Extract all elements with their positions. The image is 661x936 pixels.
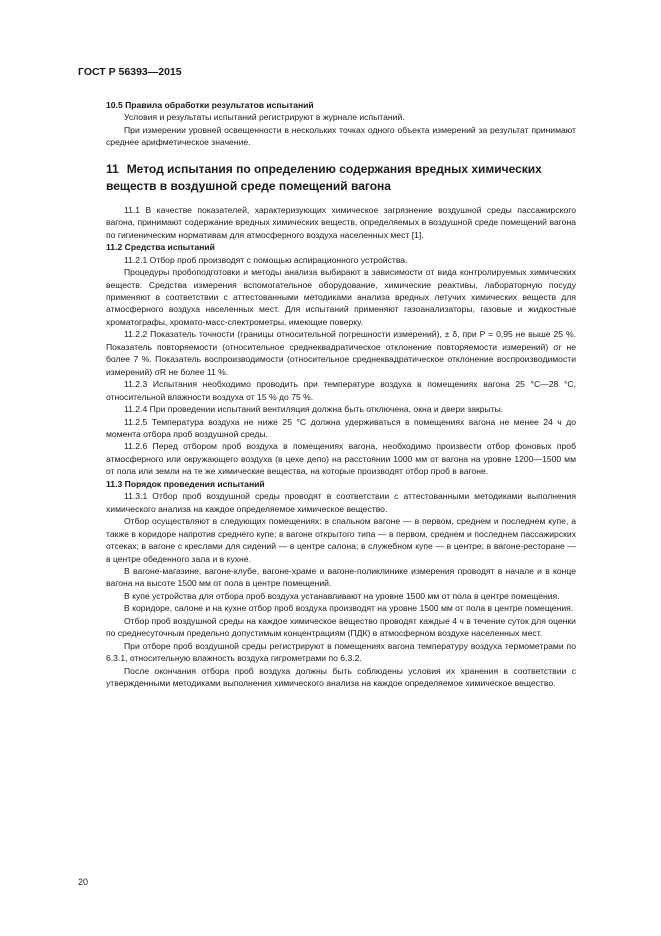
section-11-3-heading: 11.3 Порядок проведения испытаний <box>106 478 265 489</box>
paragraph: Условия и результаты испытаний регистрируют в журнале испытаний. <box>124 112 405 123</box>
section-11-2-heading: 11.2 Средства испытаний <box>106 242 215 253</box>
paragraph-11-2-5: 11.2.5 Температура воздуха не ниже 25 °С должна удерживаться в помещениях вагона не менее 24 ч до момента отбора проб воздушной среды. <box>106 416 576 439</box>
paragraph: При измерении уровней освещенности в нескольких точках одного объекта измерений за результат принимают среднее арифметическое значение. <box>106 124 576 148</box>
section-11-title: Метод испытания по определению содержания вредных химических веществ в воздушной среде помещений вагона <box>106 161 542 193</box>
section-10-5-heading: 10.5 Правила обработки результатов испытаний <box>106 100 314 110</box>
paragraph-11-1: 11.1 В качестве показателей, характеризующих химическое загрязнение воздушной среды пассажирского вагона, принимают содержание вредных химических веществ, определяемых в воздушной среде помещений вагона по гигиеническим нормативам для атмосферного воздуха населенных мест [1]. <box>106 204 576 240</box>
paragraph-11-2-1: 11.2.1 Отбор проб производят с помощью аспирационного устройства. <box>124 254 408 265</box>
paragraph: В коридоре, салоне и на кухне отбор проб воздуха производят на уровне 1500 мм от пола в центре помещения. <box>124 603 574 614</box>
paragraph-11-3-1: 11.3.1 Отбор проб воздушной среды проводят в соответствии с аттестованными методиками выполнения химического анализа на каждое определяемое химическое вещество. <box>106 491 576 514</box>
document-body <box>106 99 576 689</box>
paragraph: Отбор осуществляют в следующих помещениях: в спальном вагоне — в первом, среднем и последнем купе, а также в коридоре напротив среднего купе; в вагоне открытого типа — в первом, среднем и последнем пассажирских отсеках; в вагоне с креслами для сидений — в центре салона; в служебном купе — в центре; в вагоне-ресторане — в центре обеденного зала и в кухне. <box>106 516 576 564</box>
paragraph: В купе устройства для отбора проб воздуха устанавливают на уровне 1500 мм от пола в центре помещения. <box>124 590 560 601</box>
paragraph-11-2-2: 11.2.2 Показатель точности (границы относительной погрешности измерений), ± δ, при P = 0,95 не выше 25 %. Показатель повторяемости (относительное среднеквадратическое отклонение повторяемости измерений) σr не более 7 %. Показатель воспроизводимости (относительное среднеквадратическое отклонение воспроизводимости измерений) σR не более 11 %. <box>106 329 576 377</box>
paragraph: Отбор проб воздушной среды на каждое химическое вещество проводят каждые 4 ч в течение суток для оценки по среднесуточным предельно допустимым концентрациям (ПДК) в атмосферном воздухе населенных мест. <box>106 615 576 639</box>
paragraph-11-2-4: 11.2.4 При проведении испытаний вентиляция должна быть отключена, окна и двери закрыты. <box>124 404 504 415</box>
paragraph: При отборе проб воздушной среды регистрируют в помещениях вагона температуру воздуха термометрами по 6.3.1, относительную влажность воздуха гигрометрами по 6.3.2. <box>106 640 576 664</box>
section-11-heading <box>106 161 576 195</box>
paragraph-11-2-6: 11.2.6 Перед отбором проб воздуха в помещениях вагона, необходимо произвести отбор фоновых проб атмосферного или окружающего воздуха (в цехе депо) на расстоянии 1000 мм от вагона на уровне 1200—1500 мм от пола или земли на те же химические вещества, на которые производят отбор проб в вагоне. <box>106 441 576 477</box>
paragraph-11-2-3: 11.2.3 Испытания необходимо проводить при температуре воздуха в помещениях вагона 25 °С—28 °С, относительной влажности воздуха от 15 % до 75 %. <box>106 379 576 402</box>
document-code-header: ГОСТ Р 56393—2015 <box>78 66 182 78</box>
paragraph: После окончания отбора проб воздуха должны быть соблюдены условия их хранения в соответствии с утвержденными методиками выполнения химического анализа на каждое определяемое химическое вещество. <box>106 665 576 689</box>
paragraph: В вагоне-магазине, вагоне-клубе, вагоне-храме и вагоне-поликлинике измерения проводят в начале и в конце вагона на высоте 1500 мм от пола в центре помещений. <box>106 565 576 589</box>
page-number: 20 <box>78 877 89 887</box>
section-11-number: 11 <box>106 161 119 176</box>
paragraph: Процедуры пробоподготовки и методы анализа выбирают в зависимости от вида контролируемых химических веществ. Средства измерения вспомогательное оборудование, химические реактивы, лабораторную посуду применяют в соответствии с аттестованными методиками анализа вредных летучих химических веществ для атмосферного воздуха населенных мест. Для испытаний применяют газоанализаторы, газовые и жидкостные хроматографы, хромато-масс-спектрометры, имеющие поверку. <box>106 267 576 327</box>
